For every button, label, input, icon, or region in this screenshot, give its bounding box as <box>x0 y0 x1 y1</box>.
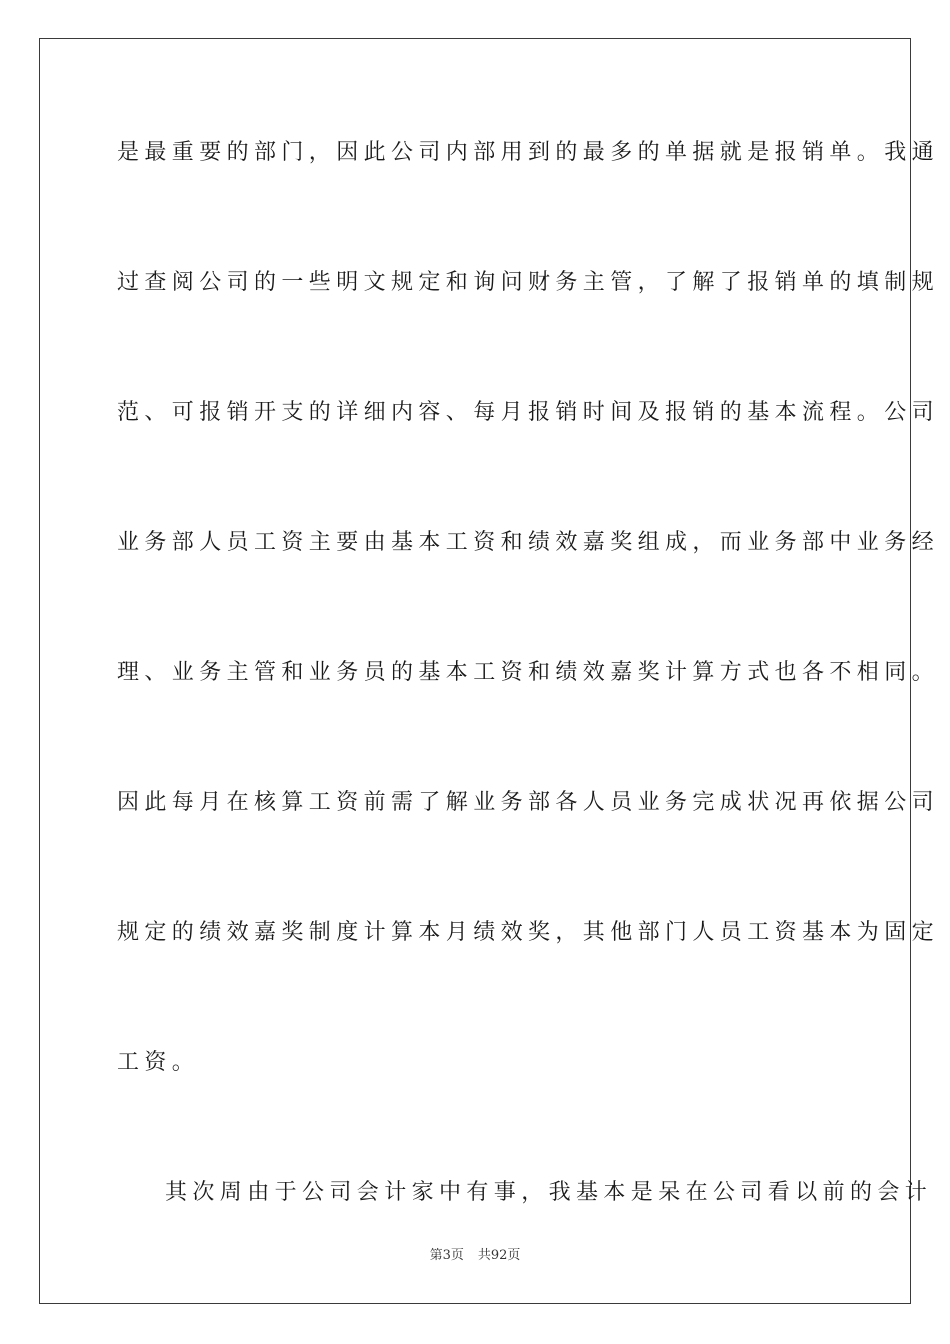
page-footer <box>0 1246 950 1266</box>
page-total: 共92页 <box>477 1248 521 1263</box>
paragraph-line: 过查阅公司的一些明文规定和询问财务主管，了解了报销单的填制规 <box>117 270 940 295</box>
paragraph-line: 规定的绩效嘉奖制度计算本月绩效奖，其他部门人员工资基本为固定 <box>117 920 940 945</box>
paragraph-line: 因此每月在核算工资前需了解业务部各人员业务完成状况再依据公司 <box>117 790 940 815</box>
paragraph-line: 理、业务主管和业务员的基本工资和绩效嘉奖计算方式也各不相同。 <box>117 660 940 685</box>
paragraph-line: 其次周由于公司会计家中有事，我基本是呆在公司看以前的会计 <box>165 1180 933 1205</box>
page-number: 第3页 <box>429 1248 464 1263</box>
paragraph-line: 工资。 <box>117 1050 200 1075</box>
paragraph-line: 范、可报销开支的详细内容、每月报销时间及报销的基本流程。公司 <box>117 400 940 425</box>
paragraph-line: 业务部人员工资主要由基本工资和绩效嘉奖组成，而业务部中业务经 <box>117 530 940 555</box>
paragraph-line: 是最重要的部门，因此公司内部用到的最多的单据就是报销单。我通 <box>117 140 940 165</box>
document-body <box>117 128 940 1298</box>
